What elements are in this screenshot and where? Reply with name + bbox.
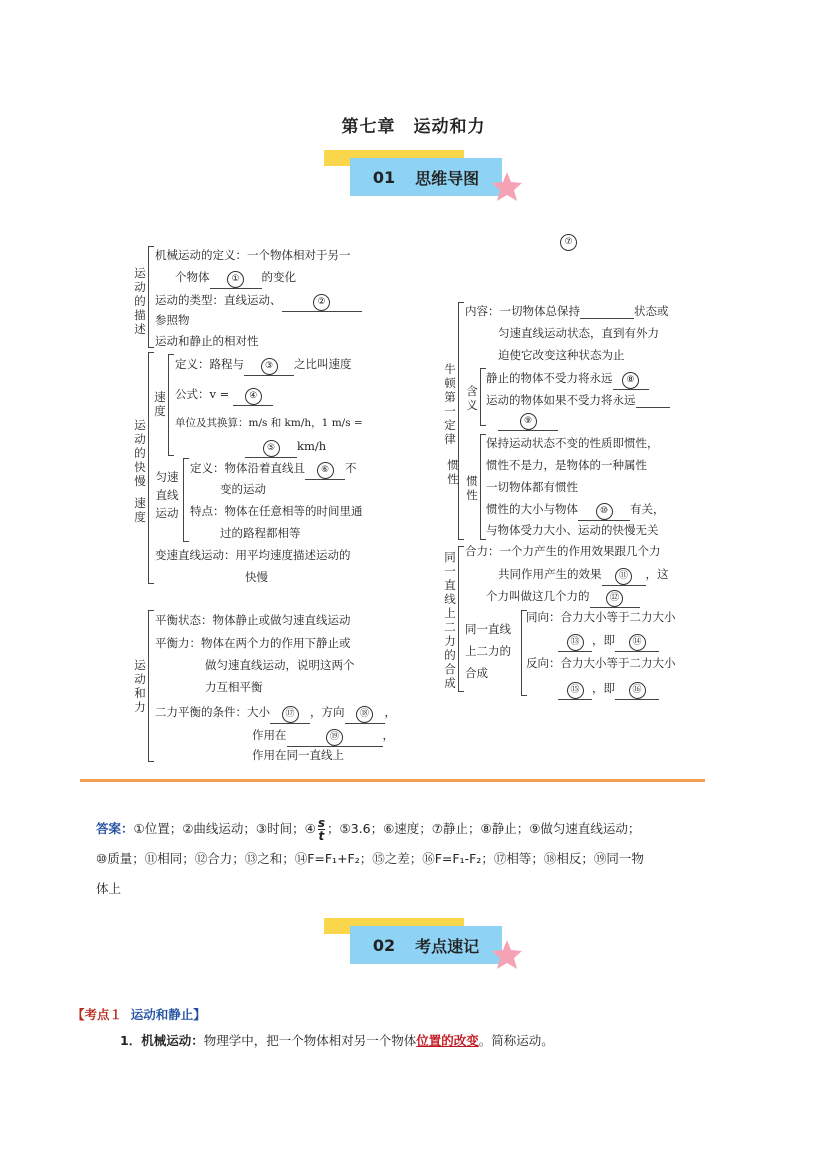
variable-line2: 快慢	[245, 570, 268, 584]
answer-block	[96, 814, 756, 904]
banner-box	[350, 158, 502, 196]
chapter-title: 第七章 运动和力	[341, 117, 486, 137]
force-label: 运动和力	[134, 658, 146, 714]
point1-paragraph: 1．机械运动：物理学中，把一个物体相对另一个物体位置的改变。简称运动。	[120, 1033, 554, 1048]
force-line5: 二力平衡的条件：大小 ⑰ ，方向 ⑱ ，	[155, 706, 396, 724]
banner-number: 02	[372, 935, 396, 955]
speed-label2: 速度	[134, 496, 146, 524]
brace	[168, 354, 174, 456]
opp-line2: ⑮ ，即 ⑯	[558, 682, 659, 700]
same-line1: 同向：合力大小等于二力大小	[526, 610, 676, 624]
speed-unit2: ⑤ km/h	[245, 440, 326, 458]
describe-line3: 运动的类型：直线运动、 ②	[155, 294, 362, 312]
banner-text: 考点速记	[415, 936, 480, 956]
brace	[458, 302, 464, 540]
divider	[80, 779, 705, 782]
resultant-line1: 合力：一个力产生的作用效果跟几个力	[465, 544, 661, 558]
fraction: $\frac{s}{t}$	[317, 816, 325, 843]
inertia-line1: 保持运动状态不变的性质即惯性，	[486, 436, 659, 450]
meaning-line3: ⑨	[498, 413, 558, 431]
inertia-line4: 惯性的大小与物体 ⑩ 有关，	[486, 503, 665, 521]
force-line1: 平衡状态：物体静止或做匀速直线运动	[155, 613, 351, 627]
meaning-line2: 运动的物体如果不受力将永远	[486, 395, 670, 408]
uniform-def2: 变的运动	[220, 482, 266, 496]
newton-content3: 迫使它改变这种状态为止	[498, 348, 625, 362]
uniform-feat: 特点：物体在任意相等的时间里通	[190, 504, 363, 518]
force-line2: 平衡力：物体在两个力的作用下静止或	[155, 636, 351, 650]
answer-line3: 体上	[96, 881, 122, 896]
describe-label: 运动的描述	[134, 266, 146, 336]
describe-line5: 运动和静止的相对性	[155, 334, 259, 348]
banner-text: 思维导图	[415, 168, 480, 188]
inertia-line3: 一切物体都有惯性	[486, 480, 578, 494]
speed-def: 定义：路程与 ③ 之比叫速度	[175, 358, 352, 376]
force-line7: 作用在同一直线上	[252, 748, 344, 762]
force-line3: 做匀速直线运动，说明这两个	[205, 658, 355, 672]
banner-box	[350, 926, 502, 964]
meaning-label: 含义	[466, 384, 478, 412]
answer-line1: 答案：①位置；②曲线运动；③时间；④ $\frac{s}{t}$ ；⑤3.6；⑥速度；⑦静止；⑧静止；⑨做匀速直线运动；	[96, 816, 641, 843]
force-line4: 力互相平衡	[205, 680, 263, 694]
meaning-line1: 静止的物体不受力将永远 ⑧	[486, 372, 649, 390]
section-banner-mindmap	[324, 150, 524, 210]
inertia-line5: 与物体受力大小、运动的快慢无关	[486, 523, 659, 537]
describe-line4: 参照物	[155, 313, 190, 327]
speed-unit: 单位及其换算：m/s 和 km/h，1 m/s =	[175, 417, 363, 429]
speed-label: 运动的快慢	[134, 418, 146, 488]
inertia-label: 惯性	[447, 458, 459, 486]
uniform-feat2: 过的路程都相等	[220, 526, 301, 540]
inertia-label2: 惯性	[466, 474, 478, 502]
variable-line1: 变速直线运动：用平均速度描述运动的	[155, 548, 351, 562]
uniform-label: 匀速直线运动	[155, 470, 179, 520]
uniform-def: 定义：物体沿着直线且 ⑥ 不	[190, 462, 357, 480]
brace	[183, 458, 189, 542]
section-banner-points	[324, 918, 524, 978]
brace	[148, 610, 154, 762]
inertia-line2: 惯性不是力，是物体的一种属性	[486, 458, 647, 472]
opp-line1: 反向：合力大小等于二力大小	[526, 656, 676, 670]
describe-line2: 个物体 ① 的变化	[175, 271, 296, 289]
same-line2: ⑬ ，即 ⑭	[558, 634, 659, 652]
newton-content2: 匀速直线运动状态，直到有外力	[498, 326, 659, 340]
brace	[148, 246, 154, 348]
circle-7: ⑦	[560, 234, 577, 251]
resultant-line3: 个力叫做这几个力的 ⑫	[486, 590, 640, 608]
star-icon	[490, 170, 524, 204]
star-icon	[490, 938, 524, 972]
resultant-sublabel: 同一直线上二力的合成	[465, 622, 511, 680]
resultant-label: 同一直线上二力的合成	[444, 550, 456, 690]
kaodian-heading: 【考点１ 运动和静止】	[72, 1007, 206, 1022]
newton-label: 牛顿第一定律	[444, 362, 456, 446]
resultant-line2: 共同作用产生的效果 ⑪ ，这	[498, 568, 669, 586]
banner-number: 01	[372, 167, 396, 187]
speed-sublabel: 速度	[154, 390, 166, 418]
speed-formula: 公式：v = ④	[175, 388, 273, 406]
answer-line2: ⑩质量；⑪相同；⑫合力；⑬之和；⑭F=F₁+F₂；⑮之差；⑯F=F₁-F₂；⑰相等；⑱相反；⑲同一物	[96, 851, 644, 866]
describe-line1: 机械运动的定义：一个物体相对于另一	[155, 248, 351, 262]
force-line6: 作用在 ⑲ ，	[252, 729, 394, 747]
newton-content1: 内容：一切物体总保持 状态或	[465, 304, 669, 318]
brace	[458, 546, 464, 692]
